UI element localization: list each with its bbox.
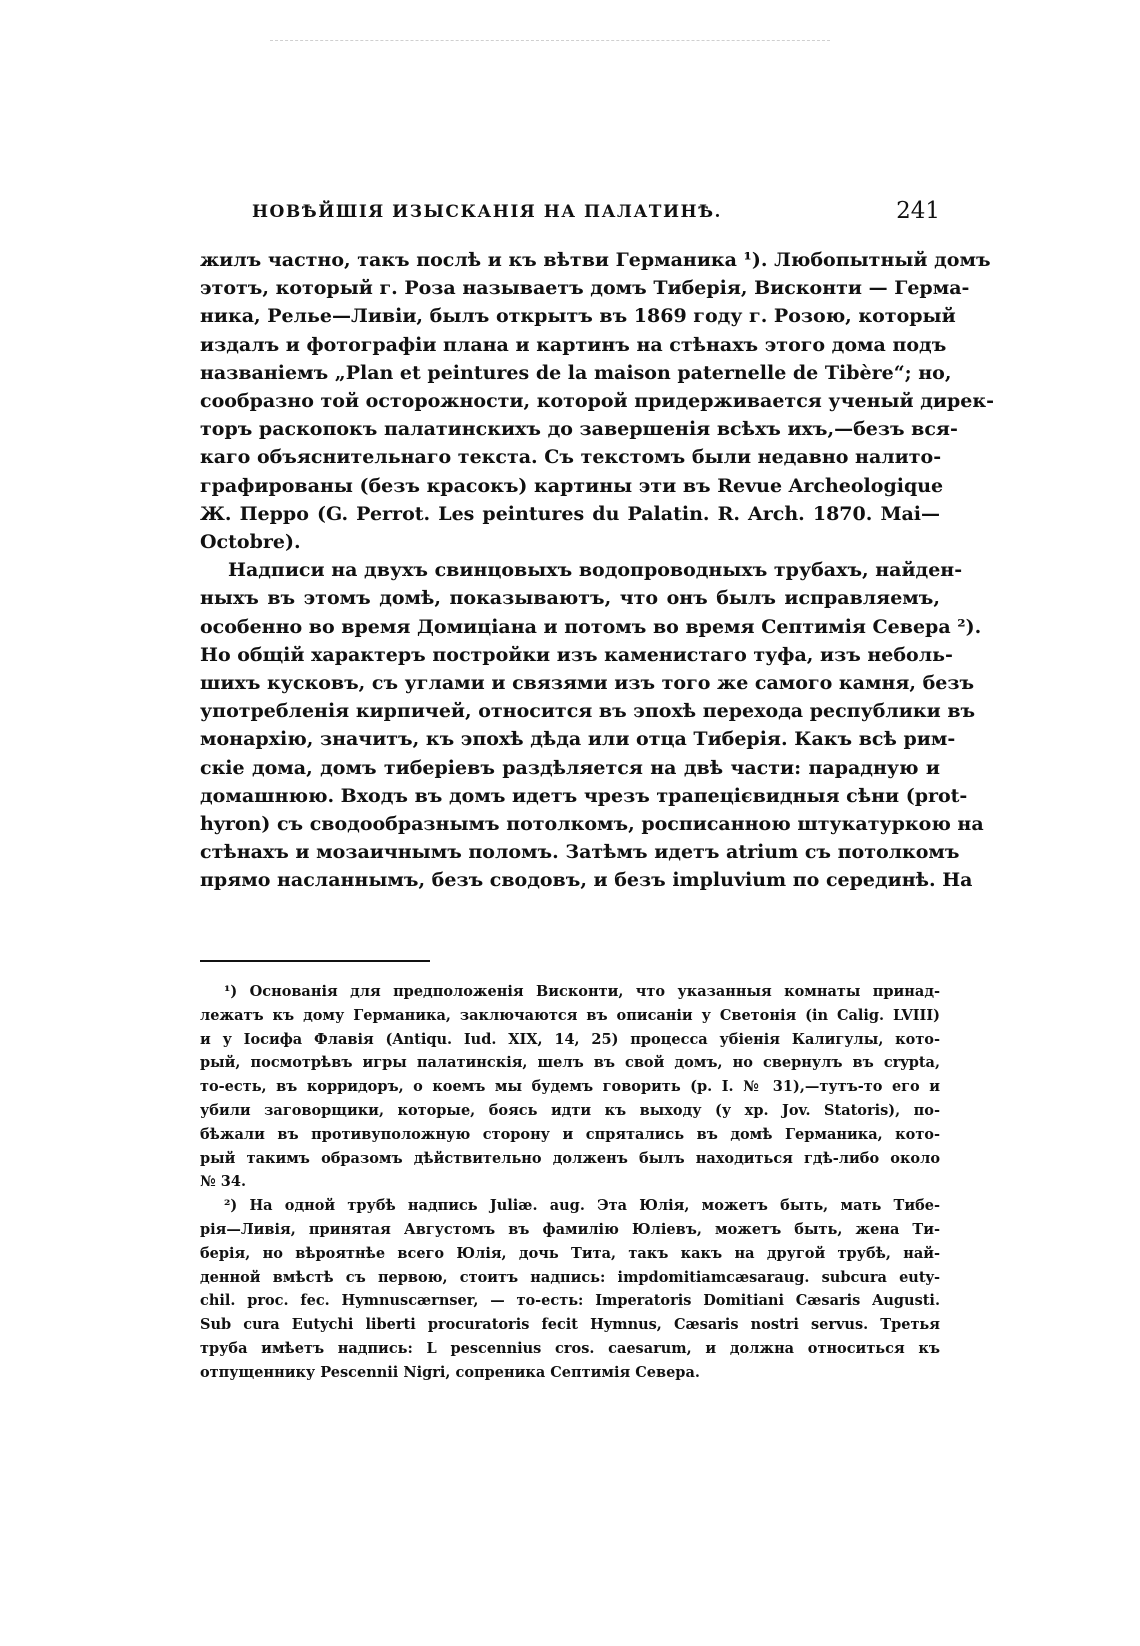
footnote-2 <box>200 1194 940 1384</box>
footnote-line: берія, но вѣроятнѣе всего Юлія, дочь Тита, такъ какъ на другой трубѣ, най- <box>200 1244 940 1262</box>
footnote-line: № 34. <box>200 1173 247 1191</box>
footnote-line: убили заговорщики, которые, боясь идти къ выходу (у хр. Jov. Statoris), по- <box>200 1101 940 1119</box>
paragraph-1 <box>200 246 994 556</box>
footnote-line: рый такимъ образомъ дѣйствительно долженъ былъ находиться гдѣ-либо около <box>200 1149 940 1167</box>
footnote-line: ¹) Основанія для предположенія Висконти, что указанныя комнаты принад- <box>224 983 940 1000</box>
text-line: скіе дома, домъ тиберіевъ раздѣляется на двѣ части: парадную и <box>200 756 940 779</box>
text-line: этотъ, который г. Роза называетъ домъ Тиберія, Висконти — Герма- <box>200 277 970 300</box>
text-line: каго объяснительнаго текста. Съ текстомъ были недавно налито- <box>200 446 942 469</box>
text-line: монархію, значитъ, къ эпохѣ дѣда или отца Тиберія. Какъ всѣ рим- <box>200 728 956 751</box>
text-line: прямо насланнымъ, безъ сводовъ, и безъ impluvium по серединѣ. На <box>200 869 973 892</box>
text-line: hyron) съ сводообразнымъ потолкомъ, росписанною штукатуркою на <box>200 813 984 836</box>
main-text <box>200 246 994 895</box>
text-line: шихъ кусковъ, съ углами и связями изъ того же самого камня, безъ <box>200 672 975 695</box>
footnote-line: Sub cura Eutychi liberti procuratoris fecit Hymnus, Cæsaris nostri servus. Третья <box>200 1316 940 1334</box>
footnote-line: денной вмѣстѣ съ первою, стоитъ надпись: impdomitiamcæsaraug. subcura euty- <box>200 1268 940 1286</box>
footnote-line: то-есть, въ корридоръ, о коемъ мы будемъ говорить (р. I. № 31),—тутъ-то его и <box>200 1078 940 1096</box>
footnote-line: и у Іосифа Флавія (Antiqu. Iud. XIX, 14, 25) процесса убіенія Калигулы, кото- <box>200 1030 940 1048</box>
text-line: сообразно той осторожности, которой придерживается ученый дирек- <box>200 390 994 413</box>
footnote-line: бѣжали въ противуположную сторону и спрятались въ домѣ Германика, кото- <box>200 1125 940 1143</box>
text-line: издалъ и фотографіи плана и картинъ на стѣнахъ этого дома подъ <box>200 333 947 356</box>
footnote-line: лежатъ къ дому Германика, заключаются въ описаніи у Светонія (in Calig. LVIII) <box>200 1006 940 1024</box>
text-line: графированы (безъ красокъ) картины эти въ Revue Archeologique <box>200 474 944 497</box>
text-line: употребленія кирпичей, относится въ эпохѣ перехода республики въ <box>200 700 976 723</box>
running-title: НОВѢЙШІЯ ИЗЫСКАНІЯ НА ПАЛАТИНѢ. <box>252 202 722 222</box>
page-number: 241 <box>896 198 940 224</box>
text-line: стѣнахъ и мозаичнымъ поломъ. Затѣмъ идетъ atrium съ потолкомъ <box>200 841 960 864</box>
footnote-line: труба имѣетъ надпись: L pescennius cros. caesarum, и должна относиться къ <box>200 1339 940 1357</box>
footnote-1 <box>200 980 940 1194</box>
footnote-line: рый, посмотрѣвъ игры палатинскія, шелъ въ свой домъ, но свернулъ въ crypta, <box>200 1054 940 1072</box>
text-line: жилъ частно, такъ послѣ и къ вѣтви Германика ¹). Любопытный домъ <box>200 249 991 271</box>
footnote-line: chil. proc. fec. Hymnuscærnser, — то-есть: Imperatoris Domitiani Cæsaris Augusti. <box>200 1292 940 1310</box>
footnotes <box>200 980 940 1385</box>
footnote-line: ²) На одной трубѣ надпись Juliæ. aug. Эта Юлія, можетъ быть, мать Тибе- <box>224 1197 940 1215</box>
footnote-line: рія—Ливія, принятая Августомъ въ фамилію Юліевъ, можетъ быть, жена Ти- <box>200 1220 940 1238</box>
paragraph-2 <box>200 556 984 894</box>
scan-artifact <box>270 40 830 43</box>
footnote-line: отпущеннику Pescennii Nigri, сопреника Септимія Севера. <box>200 1363 700 1381</box>
text-line: Ж. Перро (G. Perrot. Les peintures du Palatin. R. Arch. 1870. Mai— <box>200 502 940 525</box>
text-line: торъ раскопокъ палатинскихъ до завершенія всѣхъ ихъ,—безъ вся- <box>200 418 958 441</box>
text-line: ника, Релье—Ливіи, былъ открытъ въ 1869 году г. Розою, который <box>200 305 956 328</box>
text-line: Надписи на двухъ свинцовыхъ водопроводныхъ трубахъ, найден- <box>228 559 963 582</box>
text-line: Octobre). <box>200 531 301 554</box>
text-line: ныхъ въ этомъ домѣ, показываютъ, что онъ былъ исправляемъ, <box>200 587 940 610</box>
running-header <box>200 200 940 230</box>
text-line: домашнюю. Входъ въ домъ идетъ чрезъ трапецієвидныя сѣни (prot- <box>200 784 968 807</box>
text-line: Но общій характеръ постройки изъ каменистаго туфа, изъ неболь- <box>200 643 953 666</box>
footnote-divider <box>200 960 430 962</box>
text-line: названіемъ „Plan et peintures de la maison paternelle de Tibère“; но, <box>200 361 952 384</box>
text-line: особенно во время Домиціана и потомъ во время Септимія Севера ²). <box>200 615 982 638</box>
